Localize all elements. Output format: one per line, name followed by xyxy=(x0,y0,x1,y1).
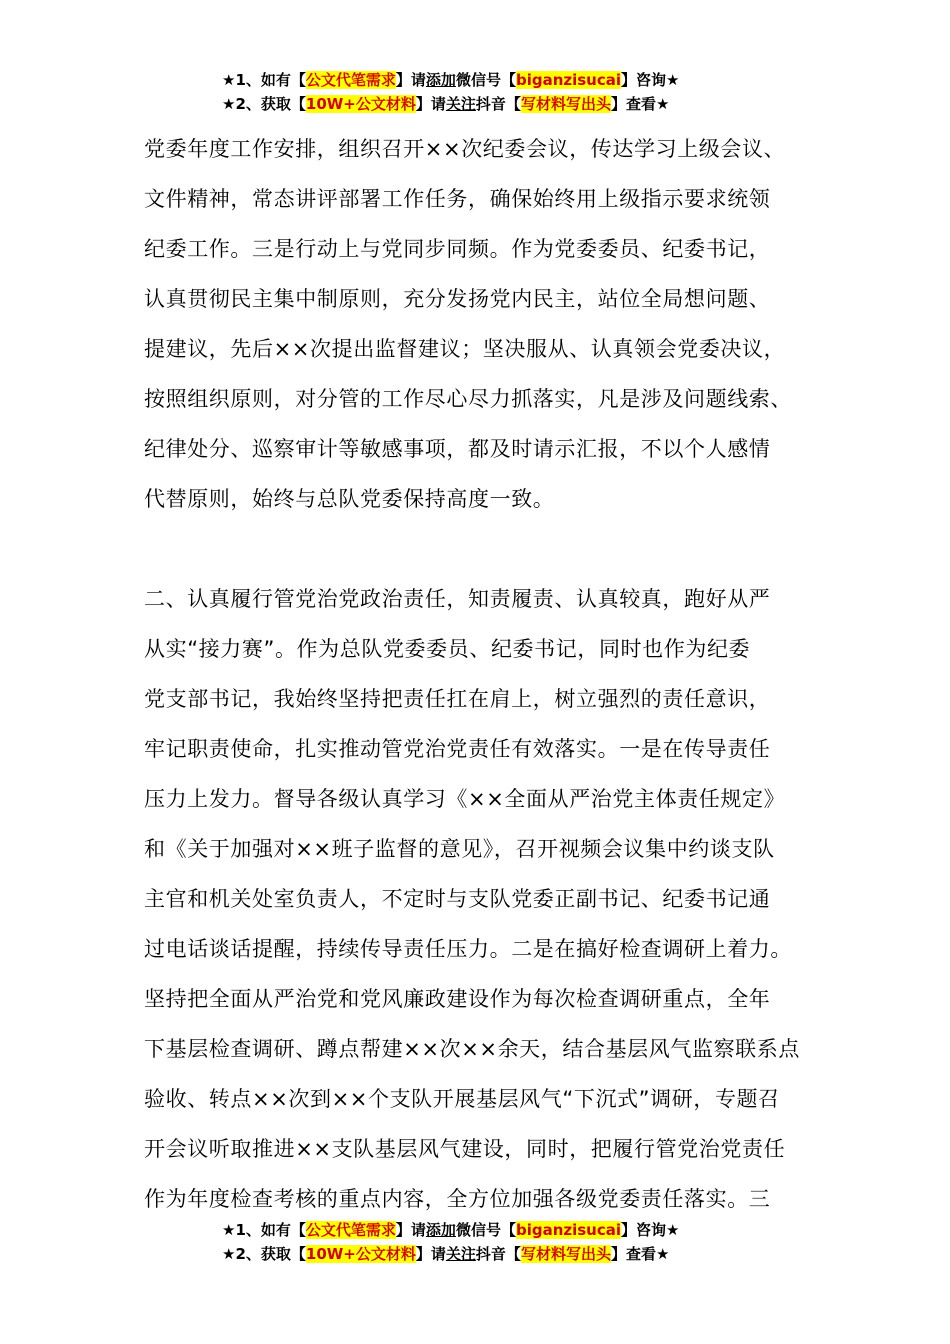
text-line: 党委年度工作安排，组织召开××次纪委会议，传达学习上级会议、 xyxy=(144,137,786,161)
banner-text: 】请 xyxy=(395,1221,426,1239)
text-line: 纪律处分、巡察审计等敏感事项，都及时请示汇报，不以个人感情 xyxy=(144,437,771,461)
banner-text: 微信号【 xyxy=(455,1221,516,1239)
text-line: 压力上发力。督导各级认真学习《××全面从严治党主体责任规定》 xyxy=(144,787,786,811)
text-line: 提建议，先后××次提出监督建议；坚决服从、认真领会党委决议， xyxy=(144,337,786,361)
banner-text: ★1、如有【 xyxy=(222,1221,306,1239)
banner-text: ★2、获取【 xyxy=(222,95,306,113)
text-line: 二、认真履行管党治党政治责任，知责履责、认真较真，跑好从严 xyxy=(144,587,771,611)
text-line: 作为年度检查考核的重点内容，全方位加强各级党委责任落实。三 xyxy=(144,1187,771,1211)
banner-highlight: 10W+公文材料 xyxy=(305,1245,416,1263)
text-line: 文件精神，常态讲评部署工作任务，确保始终用上级指示要求统领 xyxy=(144,187,771,211)
text-line: 认真贯彻民主集中制原则，充分发扬党内民主，站位全局想问题、 xyxy=(144,287,771,311)
banner-text: 抖音【 xyxy=(475,95,521,113)
banner-text: 】请 xyxy=(395,71,426,89)
banner-highlight: 10W+公文材料 xyxy=(305,95,416,113)
text-line: 牢记职责使命，扎实推动管党治党责任有效落实。一是在传导责任 xyxy=(144,737,771,761)
banner-underline: 关注 xyxy=(445,95,476,113)
banner-text: 】请 xyxy=(415,1245,446,1263)
banner-highlight: 公文代笔需求 xyxy=(305,71,396,89)
text-line: 党支部书记，我始终坚持把责任扛在肩上，树立强烈的责任意识， xyxy=(144,687,771,711)
banner-text: 抖音【 xyxy=(475,1245,521,1263)
banner-text: ★1、如有【 xyxy=(222,71,306,89)
banner-underline: 关注 xyxy=(445,1245,476,1263)
banner-line-2 xyxy=(222,92,669,116)
text-line: 从实“接力赛”。作为总队党委委员、纪委书记，同时也作为纪委 xyxy=(144,637,751,661)
text-line: 坚持把全面从严治党和党风廉政建设作为每次检查调研重点，全年 xyxy=(144,987,771,1011)
banner-text: 】咨询★ xyxy=(621,1221,680,1239)
text-line: 按照组织原则，对分管的工作尽心尽力抓落实，凡是涉及问题线索、 xyxy=(144,387,792,411)
document-body xyxy=(144,124,824,1224)
banner-line-2 xyxy=(222,1242,669,1266)
banner-highlight: biganzisucai xyxy=(515,1221,622,1239)
banner-text: 】查看★ xyxy=(610,95,670,113)
banner-line-1 xyxy=(222,1218,679,1242)
banner-highlight: 写材料写出头 xyxy=(520,95,611,113)
banner-text: ★2、获取【 xyxy=(222,1245,306,1263)
banner-highlight: 公文代笔需求 xyxy=(305,1221,396,1239)
paragraph-gap xyxy=(144,524,824,574)
paragraph-1 xyxy=(144,124,824,524)
text-line: 过电话谈话提醒，持续传导责任压力。二是在搞好检查调研上着力。 xyxy=(144,937,792,961)
text-line: 代替原则，始终与总队党委保持高度一致。 xyxy=(144,487,555,511)
banner-text: 微信号【 xyxy=(455,71,516,89)
banner-highlight: 写材料写出头 xyxy=(520,1245,611,1263)
banner-highlight: biganzisucai xyxy=(515,71,622,89)
text-line: 验收、转点××次到××个支队开展基层风气“下沉式”调研，专题召 xyxy=(144,1087,780,1111)
text-line: 开会议听取推进××支队基层风气建设，同时，把履行管党治党责任 xyxy=(144,1137,786,1161)
text-line: 纪委工作。三是行动上与党同步同频。作为党委委员、纪委书记， xyxy=(144,237,771,261)
text-line: 下基层检查调研、蹲点帮建××次××余天，结合基层风气监察联系点 xyxy=(144,1037,800,1061)
banner-text: 】查看★ xyxy=(610,1245,670,1263)
paragraph-2 xyxy=(144,574,824,1224)
banner-line-1 xyxy=(222,68,679,92)
banner-underline: 添加 xyxy=(425,71,456,89)
text-line: 主官和机关处室负责人，不定时与支队党委正副书记、纪委书记通 xyxy=(144,887,771,911)
text-line: 和《关于加强对××班子监督的意见》，召开视频会议集中约谈支队 xyxy=(144,837,775,861)
banner-underline: 添加 xyxy=(425,1221,456,1239)
banner-text: 】咨询★ xyxy=(621,71,680,89)
banner-text: 】请 xyxy=(415,95,446,113)
